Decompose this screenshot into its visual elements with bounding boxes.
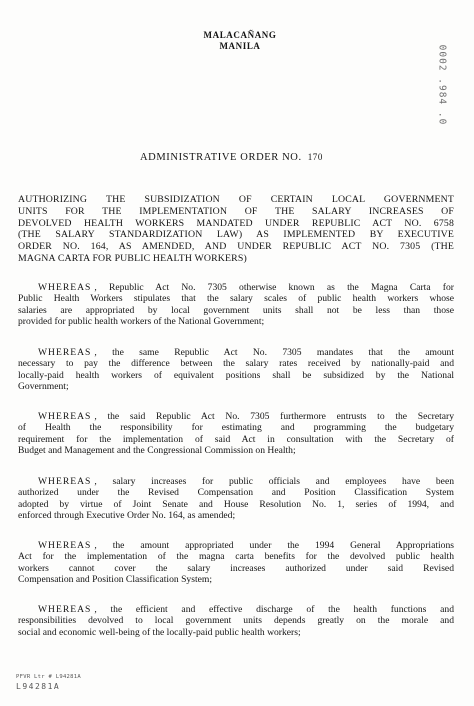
record-footer <box>16 674 81 691</box>
paragraph-line: provided for public health workers of the National Government; <box>18 316 265 328</box>
paragraph-line: Public Health Workers stipulates that the salary scales of public health workers whose <box>18 293 454 305</box>
subject-line: UNITS FOR THE IMPLEMENTATION OF THE SALARY INCREASES OF <box>18 205 454 217</box>
paragraph-line: social and economic well-being of the locally-paid public health workers; <box>18 626 301 638</box>
order-subject <box>18 194 454 265</box>
whereas-paragraph-6 <box>18 604 454 638</box>
paragraph-line: Compensation and Position Classification System; <box>18 574 213 586</box>
paragraph-line: requirement for the implementation of said Act in consultation with the Secretary of <box>18 433 454 445</box>
whereas-keyword: WHEREAS <box>38 282 92 293</box>
document-stamp <box>434 30 450 140</box>
paragraph-text: , the amount appropriated under the 1994 General Appropriations <box>94 540 454 551</box>
whereas-keyword: WHEREAS <box>38 411 92 422</box>
order-title <box>140 152 360 163</box>
footer-record-code: L94281A <box>16 682 61 691</box>
order-number: 170 <box>307 152 323 162</box>
whereas-keyword: WHEREAS <box>38 347 92 358</box>
paragraph-line: Government; <box>18 381 69 393</box>
paragraph-line: workers cannot cover the salary increases authorized under said Revised <box>18 562 454 574</box>
paragraph-line: adopted by virtue of Joint Senate and House Resolution No. 1, series of 1994, and <box>18 498 454 510</box>
subject-line: DEVOLVED HEALTH WORKERS MANDATED UNDER REPUBLIC ACT NO. 6758 <box>18 217 454 229</box>
subject-line: (THE SALARY STANDARDIZATION LAW) AS IMPLEMENTED BY EXECUTIVE <box>18 229 454 241</box>
footer-record-line: PFVR Ltr # L94281A <box>16 674 82 680</box>
whereas-paragraph-5 <box>18 540 454 586</box>
paragraph-line: Budget and Management and the Congressional Commission on Health; <box>18 445 296 457</box>
subject-line: AUTHORIZING THE SUBSIDIZATION OF CERTAIN LOCAL GOVERNMENT <box>18 194 454 205</box>
paragraph-line <box>18 282 454 293</box>
paragraph-text: , salary increases for public officials and employees have been <box>94 476 454 487</box>
paragraph-line <box>18 347 454 358</box>
whereas-paragraph-2 <box>18 347 454 393</box>
paragraph-line <box>18 604 454 615</box>
subject-line: ORDER NO. 164, AS AMENDED, AND UNDER REPUBLIC ACT NO. 7305 (THE <box>18 241 454 253</box>
letterhead <box>180 30 300 52</box>
paragraph-text: , the efficient and effective discharge of the health functions and <box>94 604 454 615</box>
paragraph-text: , the said Republic Act No. 7305 furthermore entrusts to the Secretary <box>94 411 454 422</box>
paragraph-line: responsibilities devolved to local government units depends greatly on the morale and <box>18 615 454 627</box>
whereas-keyword: WHEREAS <box>38 604 92 615</box>
paragraph-line: of Health the responsibility for estimating and programming the budgetary <box>18 422 454 434</box>
paragraph-line <box>18 540 454 551</box>
letterhead-line-2: MANILA <box>219 41 261 51</box>
paragraph-line: authorized under the Revised Compensation and Position Classification System <box>18 487 454 499</box>
paragraph-line: necessary to pay the difference between the salary rates received by nationally-paid and <box>18 358 454 370</box>
whereas-paragraph-1 <box>18 282 454 328</box>
paragraph-line: locally-paid health workers of equivalent positions shall be subsidized by the National <box>18 369 454 381</box>
paragraph-line: enforced through Executive Order No. 164, as amended; <box>18 510 236 522</box>
whereas-keyword: WHEREAS <box>38 540 92 551</box>
subject-line: MAGNA CARTA FOR PUBLIC HEALTH WORKERS) <box>18 252 247 264</box>
paragraph-line <box>18 411 454 422</box>
paragraph-line <box>18 476 454 487</box>
whereas-paragraph-3 <box>18 411 454 457</box>
stamp-number: 0002 .984 .0 <box>436 44 448 126</box>
paragraph-text: , Republic Act No. 7305 otherwise known as the Magna Carta for <box>94 282 454 293</box>
whereas-paragraph-4 <box>18 476 454 522</box>
letterhead-line-1: MALACAÑANG <box>203 30 277 40</box>
paragraph-text: , the same Republic Act No. 7305 mandates that the amount <box>94 347 454 358</box>
whereas-keyword: WHEREAS <box>38 476 92 487</box>
paragraph-line: salaries are appropriated by local government units shall not be less than those <box>18 304 454 316</box>
paragraph-line: Act for the implementation of the magna carta benefits for the devolved public health <box>18 551 454 563</box>
order-title-label: ADMINISTRATIVE ORDER NO. <box>140 152 302 163</box>
